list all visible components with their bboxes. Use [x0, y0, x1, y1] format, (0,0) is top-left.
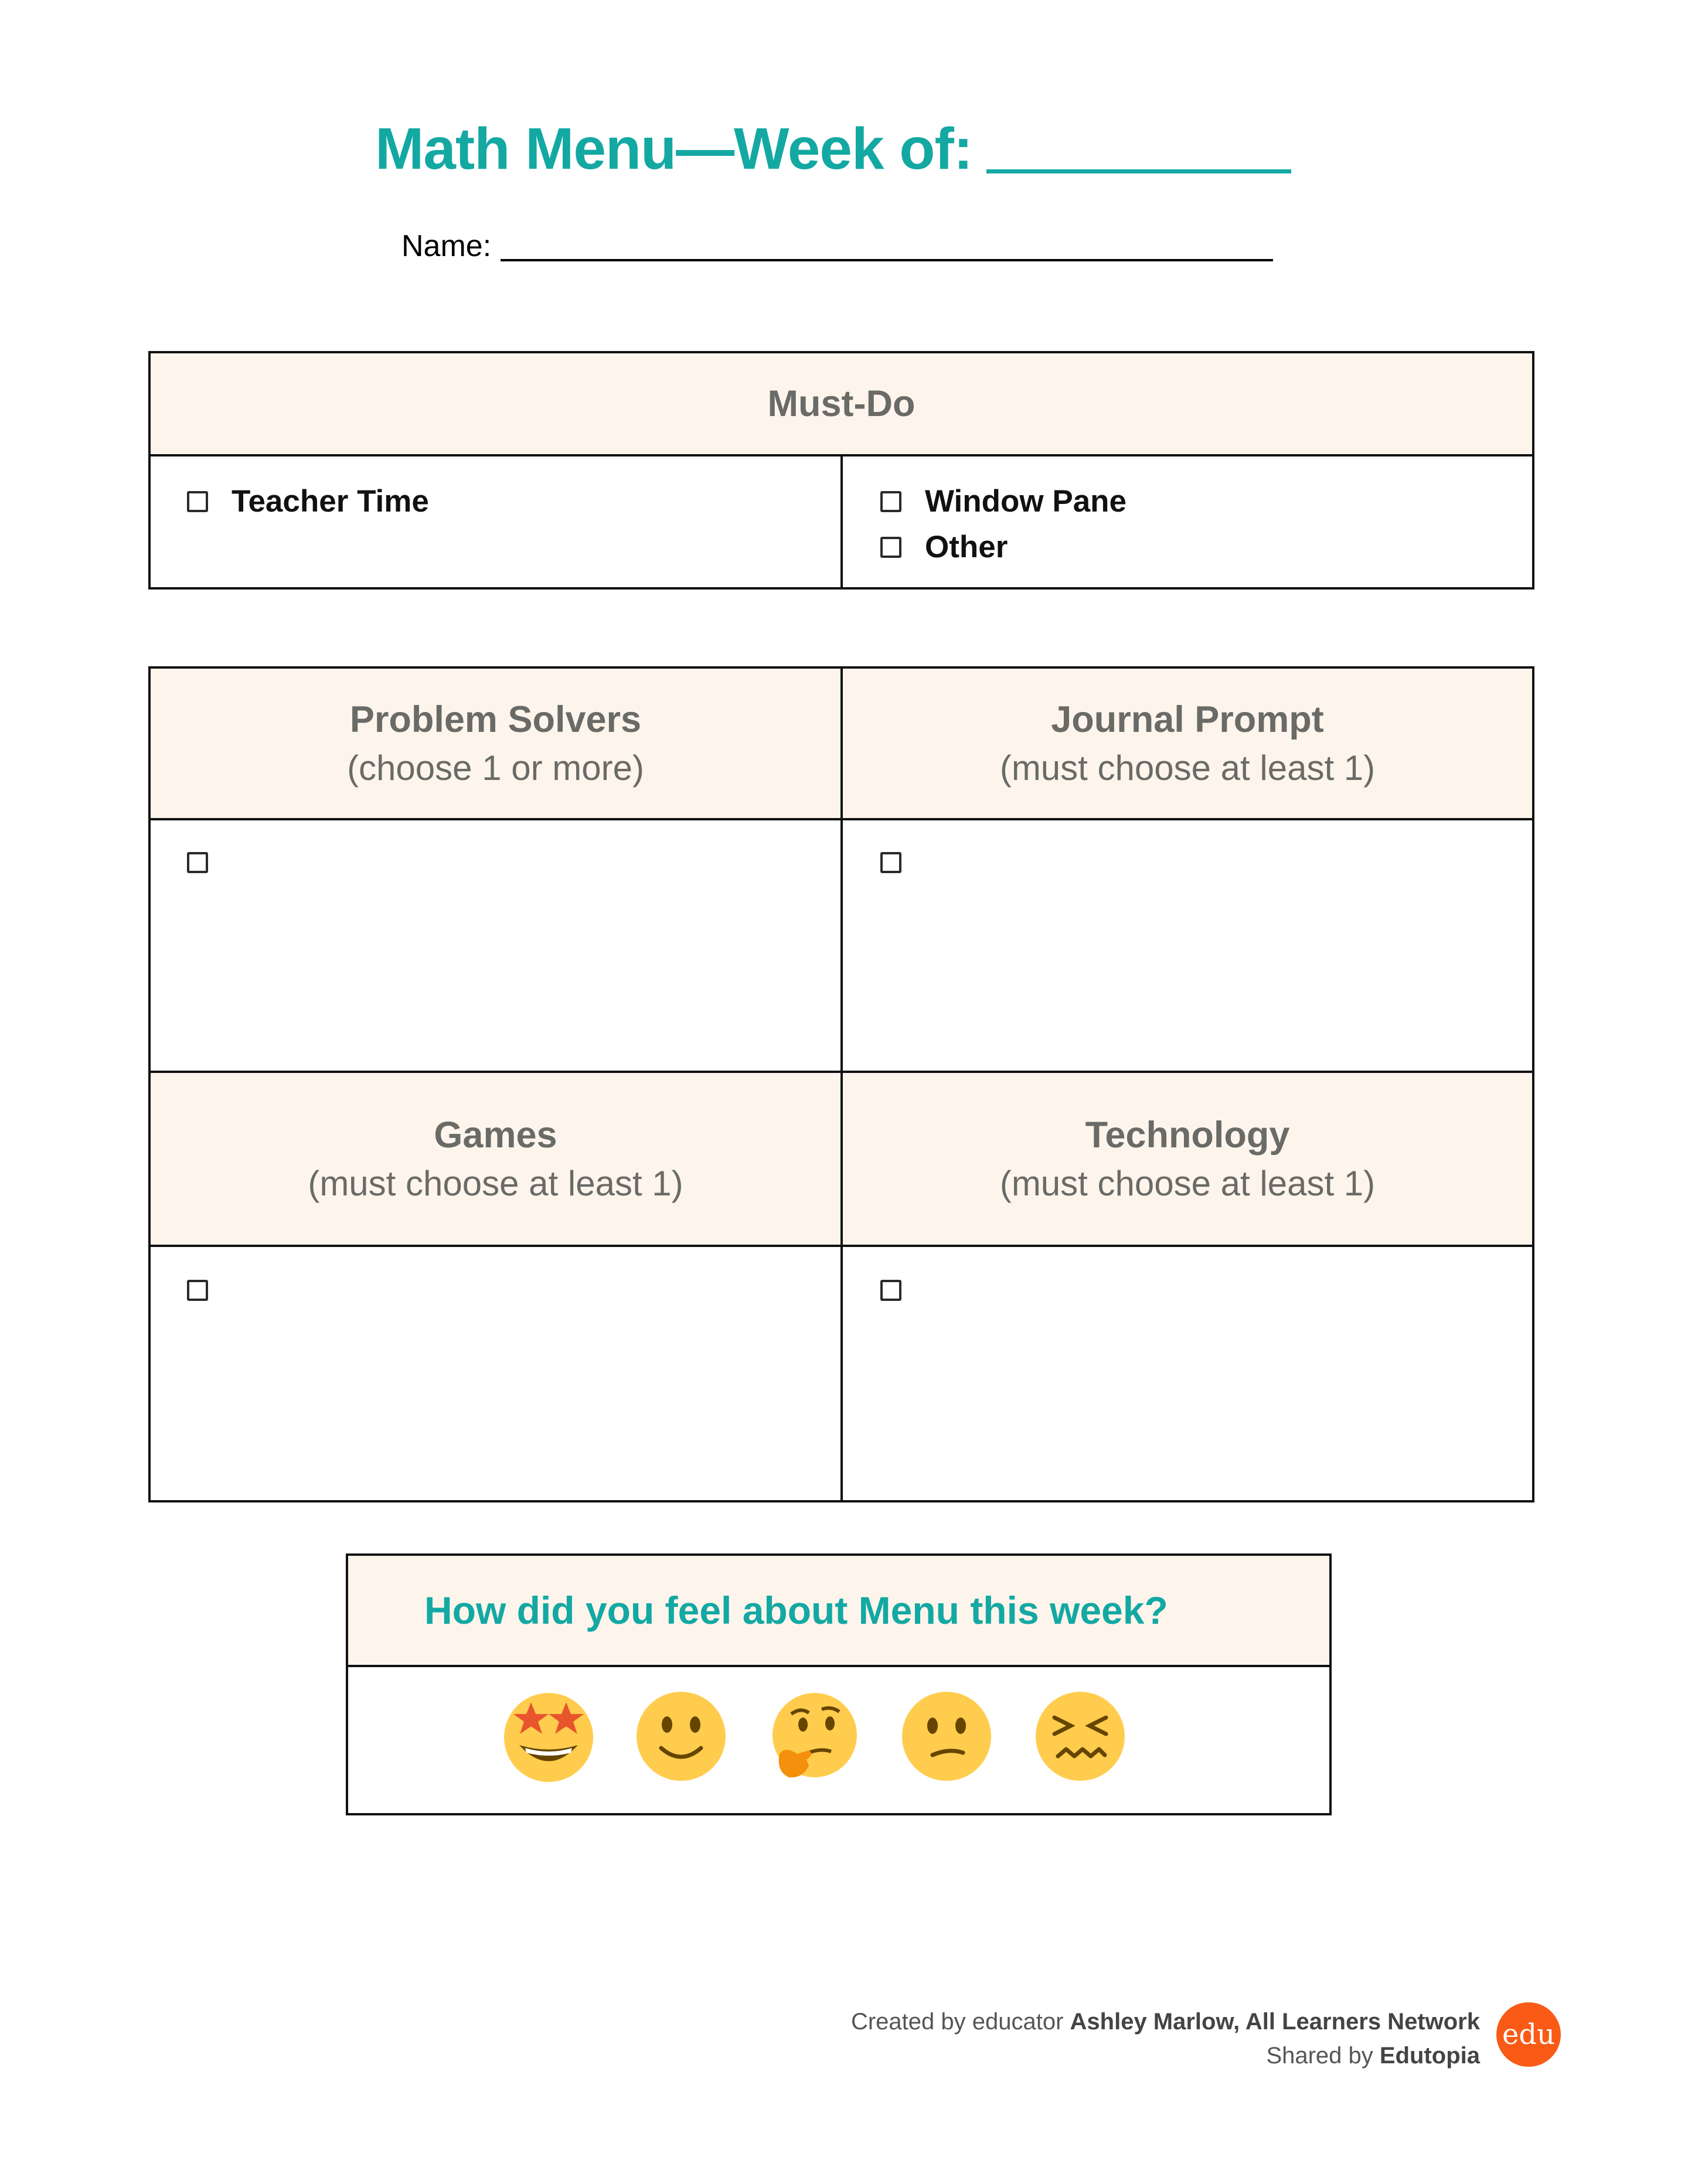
- logo-text: edu: [1502, 2018, 1556, 2051]
- must-do-item-window-pane[interactable]: [880, 483, 1127, 519]
- must-do-item-other[interactable]: [880, 529, 1008, 565]
- credit-line-1: [851, 2009, 1480, 2035]
- journal-prompt-item[interactable]: [880, 852, 901, 873]
- section-title: Journal Prompt: [1051, 699, 1324, 740]
- page-title: [375, 107, 1291, 183]
- feedback-header: [348, 1556, 1329, 1665]
- problem-solvers-item[interactable]: [187, 852, 208, 873]
- feedback-table: [346, 1553, 1332, 1815]
- choices-table: [148, 666, 1534, 1502]
- checkbox-icon[interactable]: [187, 491, 208, 512]
- section-title: Problem Solvers: [349, 699, 642, 740]
- divider: [348, 1665, 1329, 1667]
- must-do-table: [148, 351, 1534, 590]
- section-header-technology: [843, 1073, 1532, 1245]
- divider: [840, 454, 843, 587]
- section-header-journal-prompt: [843, 669, 1532, 818]
- slightly-smiling-face-icon[interactable]: [634, 1689, 728, 1783]
- section-subtitle: (choose 1 or more): [347, 748, 644, 788]
- week-blank-line[interactable]: [986, 169, 1291, 173]
- credit-author: Ashley Marlow, All Learners Network: [1070, 2009, 1480, 2035]
- technology-item[interactable]: [880, 1280, 901, 1301]
- checkbox-icon[interactable]: [187, 852, 208, 873]
- divider: [151, 1071, 1532, 1073]
- name-label: Name:: [401, 229, 492, 263]
- must-do-item-teacher-time[interactable]: [187, 483, 429, 519]
- name-field: [401, 223, 1273, 264]
- page-title-text: Math Menu—Week of:: [375, 116, 973, 182]
- section-subtitle: (must choose at least 1): [999, 748, 1376, 788]
- credit-prefix: Shared by: [1266, 2043, 1380, 2069]
- section-header-games: [151, 1073, 840, 1245]
- credit-prefix: Created by educator: [850, 2009, 1070, 2035]
- name-blank-line[interactable]: [501, 259, 1273, 261]
- section-header-problem-solvers: [151, 669, 840, 818]
- divider: [151, 1245, 1532, 1247]
- section-title: Technology: [1085, 1115, 1290, 1156]
- confused-face-icon[interactable]: [900, 1689, 993, 1783]
- confounded-face-icon[interactable]: [1033, 1689, 1127, 1783]
- star-struck-icon[interactable]: [502, 1689, 595, 1783]
- games-item[interactable]: [187, 1280, 208, 1301]
- section-subtitle: (must choose at least 1): [308, 1164, 683, 1203]
- divider: [840, 669, 843, 1500]
- checkbox-icon[interactable]: [880, 491, 901, 512]
- credit-line-2: [1266, 2043, 1480, 2069]
- section-subtitle: (must choose at least 1): [999, 1164, 1376, 1203]
- divider: [151, 818, 1532, 820]
- checkbox-icon[interactable]: [187, 1280, 208, 1301]
- item-label: Window Pane: [925, 484, 1127, 519]
- thinking-face-icon[interactable]: [768, 1689, 862, 1783]
- edutopia-logo: [1496, 2002, 1561, 2067]
- credit-org: Edutopia: [1379, 2043, 1480, 2069]
- checkbox-icon[interactable]: [880, 1280, 901, 1301]
- feedback-question: How did you feel about Menu this week?: [424, 1589, 1168, 1632]
- item-label: Teacher Time: [232, 484, 429, 519]
- item-label: Other: [925, 530, 1008, 564]
- section-title: Games: [434, 1115, 557, 1156]
- must-do-header: [151, 353, 1532, 454]
- checkbox-icon[interactable]: [880, 537, 901, 558]
- checkbox-icon[interactable]: [880, 852, 901, 873]
- must-do-title: Must-Do: [767, 383, 916, 424]
